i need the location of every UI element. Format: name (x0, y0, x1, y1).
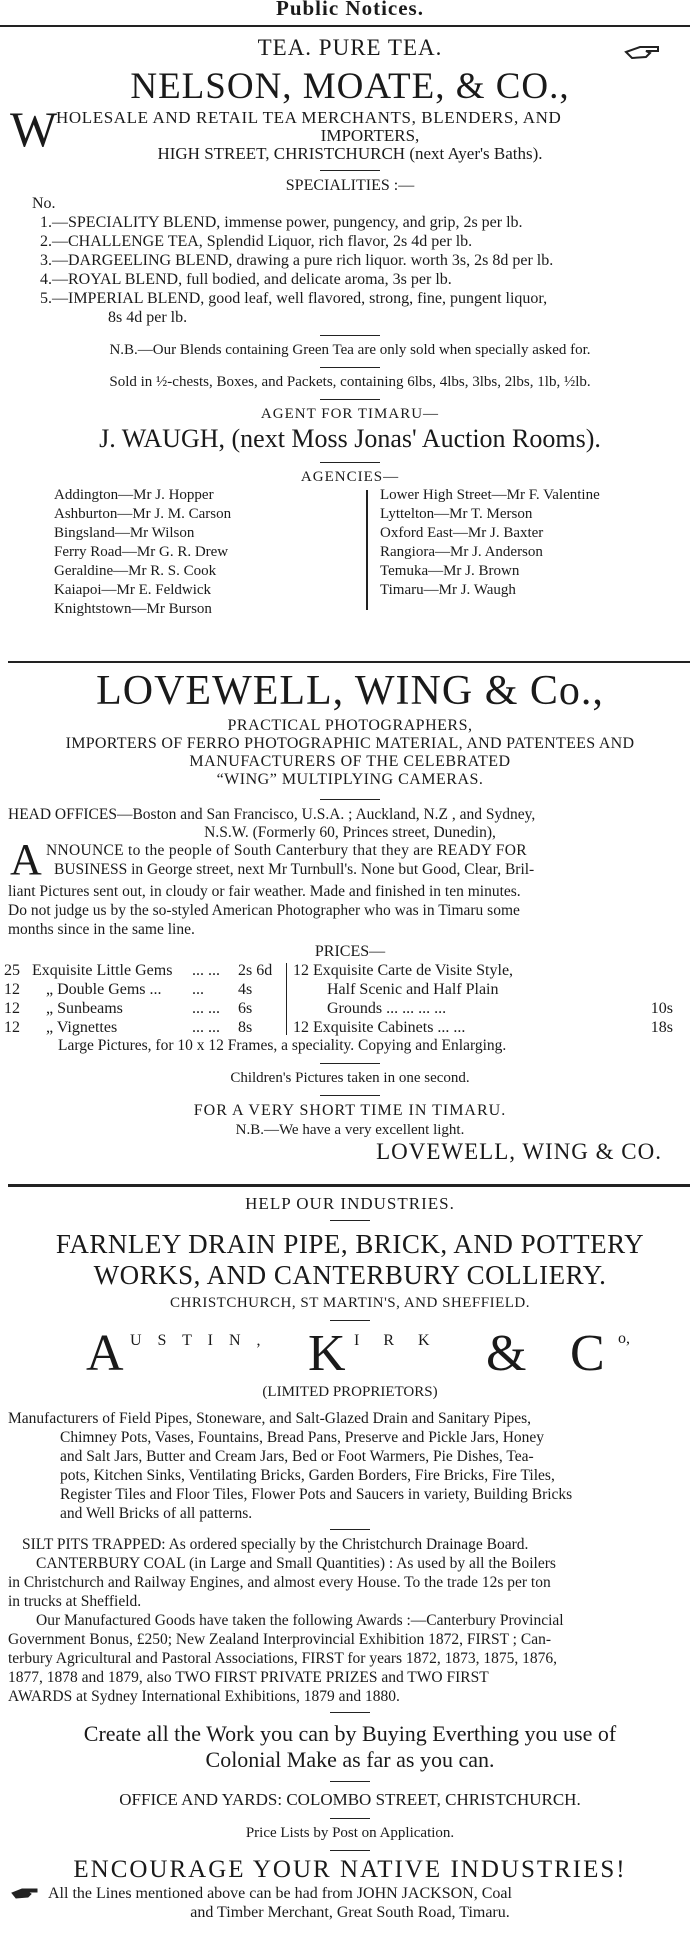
price-desc: „ Vignettes (46, 1019, 118, 1036)
agency-item: Oxford East—Mr J. Baxter (380, 525, 544, 541)
letter-k: K (308, 1325, 346, 1382)
divider (320, 799, 380, 800)
price-row (4, 1018, 282, 1037)
price-dots: ... (192, 981, 204, 998)
lovewell-line-3: MANUFACTURERS OF THE CELEBRATED (189, 753, 511, 770)
speciality-item: 1.—SPECIALITY BLEND, immense power, pungency, and grip, 2s per lb. (40, 214, 523, 231)
manufacturers-line: and Well Bricks of all patterns. (60, 1505, 253, 1522)
ustin-letters: U S T I N , (130, 1332, 267, 1349)
advert-separator (8, 661, 690, 663)
price-value: 8s (238, 1019, 253, 1036)
silt-coal-block (8, 1535, 692, 1706)
short-time: FOR A VERY SHORT TIME IN TIMARU. (193, 1102, 507, 1119)
divider (330, 1818, 370, 1819)
nelson-line-1: HOLESALE AND RETAIL TEA MERCHANTS, BLENDERS, AND (56, 108, 562, 127)
price-dots: ... ... (192, 1000, 220, 1017)
divider (320, 367, 380, 368)
prices-left-table (4, 961, 282, 1037)
manufacturers-line: Manufacturers of Field Pipes, Stoneware, and Salt-Glazed Drain and Sanitary Pipes, (8, 1410, 531, 1427)
lovewell-company-name: LOVEWELL, WING & Co., (96, 668, 604, 714)
divider (320, 335, 380, 336)
manufacturers-block (8, 1409, 692, 1523)
divider (330, 1712, 370, 1713)
lovewell-nb: N.B.—We have a very excellent light. (235, 1122, 465, 1138)
agency-item: Kaiapoi—Mr E. Feldwick (54, 582, 212, 598)
speciality-item: 2.—CHALLENGE TEA, Splendid Liquor, rich flavor, 2s 4d per lb. (40, 233, 473, 250)
agencies-title: AGENCIES— (300, 469, 400, 485)
austin-kirk-advert (0, 1194, 700, 1954)
divider (330, 1320, 370, 1321)
agent-title: AGENT FOR TIMARU— (260, 406, 440, 422)
manufacturers-line: and Salt Jars, Butter and Cream Jars, Bed or Foot Warmers, Pie Dishes, Tea- (60, 1448, 534, 1465)
divider (320, 170, 380, 171)
price-desc: Grounds ... ... ... ... (327, 1000, 447, 1017)
price-desc: 12 Exquisite Cabinets ... ... (293, 1019, 466, 1036)
price-qty: 25 (4, 962, 20, 979)
agency-item: Knightstown—Mr Burson (54, 601, 212, 617)
nelson-address: HIGH STREET, CHRISTCHURCH (next Ayer's Baths). (157, 144, 543, 163)
agency-item: Ashburton—Mr J. M. Carson (54, 506, 232, 522)
farnley-title-1: FARNLEY DRAIN PIPE, BRICK, AND POTTERY (55, 1229, 645, 1259)
nelson-line-2: IMPORTERS, (320, 126, 420, 145)
price-desc: Exquisite Little Gems (32, 962, 173, 979)
section-header: Public Notices. (276, 0, 424, 20)
farnley-places: CHRISTCHURCH, ST MARTIN'S, AND SHEFFIELD. (170, 1295, 530, 1311)
agency-item: Ferry Road—Mr G. R. Drew (54, 544, 229, 560)
agencies-list (8, 486, 692, 620)
price-dots: ... ... (192, 1019, 220, 1036)
divider (330, 1529, 370, 1530)
price-row (293, 999, 673, 1018)
advert-separator (8, 1184, 690, 1187)
speciality-item: 5.—IMPERIAL BLEND, good leaf, well flavored, strong, fine, pungent liquor, (40, 290, 548, 307)
price-row (293, 1018, 673, 1037)
price-row (293, 980, 673, 999)
price-desc: „ Double Gems ... (46, 981, 162, 998)
agency-item: Bingsland—Mr Wilson (54, 525, 195, 541)
speciality-item: 4.—ROYAL BLEND, full bodied, and delicate aroma, 3s per lb. (40, 271, 452, 288)
announce-line-2: BUSINESS in George street, next Mr Turnbull's. None but Good, Clear, Bril- (54, 861, 535, 878)
prices-right-table (293, 961, 673, 1037)
awards-line: Our Manufactured Goods have taken the following Awards :—Canterbury Provincial (36, 1612, 564, 1629)
announce-line-4: Do not judge us by the so-styled American Photographer who was in Timaru some (8, 902, 520, 919)
office-yards: OFFICE AND YARDS: COLOMBO STREET, CHRISTCHURCH. (119, 1790, 581, 1809)
large-pictures: Large Pictures, for 10 x 12 Frames, a speciality. Copying and Enlarging. (58, 1037, 507, 1054)
price-value: 2s 6d (238, 962, 273, 979)
jackson-line-2: and Timber Merchant, Great South Road, Timaru. (190, 1904, 510, 1921)
agency-item: Addington—Mr J. Hopper (54, 487, 214, 503)
divider (330, 1850, 370, 1851)
nelson-moate-advert (0, 35, 700, 661)
announce-line-1: NNOUNCE to the people of South Canterbury that they are READY FOR (46, 842, 527, 859)
agency-item: Lower High Street—Mr F. Valentine (380, 487, 600, 503)
head-offices-line-2: N.S.W. (Formerly 60, Princes street, Dunedin), (204, 824, 496, 841)
coal-line: in Christchurch and Railway Engines, and almost every House. To the trade 12s per ton (8, 1574, 551, 1591)
austin-kirk-name (8, 1326, 692, 1388)
tea-headline: TEA. PURE TEA. (257, 35, 443, 60)
lovewell-line-1: PRACTICAL PHOTOGRAPHERS, (227, 717, 473, 734)
encourage-headline: ENCOURAGE YOUR NATIVE INDUSTRIES! (73, 1856, 627, 1883)
announce-line-3: liant Pictures sent out, in cloudy or fair weather. Made and finished in ten minutes. (8, 883, 521, 900)
nelson-company-name: NELSON, MOATE, & CO., (130, 66, 570, 107)
column-divider (366, 490, 368, 610)
price-qty: 12 (4, 981, 20, 998)
head-offices-line-1: HEAD OFFICES—Boston and San Francisco, U.S.A. ; Auckland, N.Z , and Sydney, (8, 806, 536, 823)
price-row (4, 961, 282, 980)
price-qty: 12 (4, 1000, 20, 1017)
divider (320, 462, 380, 463)
childrens-pictures: Children's Pictures taken in one second. (230, 1070, 470, 1086)
lovewell-wing-advert (0, 667, 700, 1184)
letter-a: A (86, 1325, 124, 1382)
jackson-line-1: All the Lines mentioned above can be had from JOHN JACKSON, Coal (48, 1885, 512, 1902)
pointing-hand-icon (10, 1886, 40, 1905)
price-row (4, 980, 282, 999)
price-value: 18s (650, 1019, 673, 1036)
awards-line: AWARDS at Sydney International Exhibitions, 1879 and 1880. (8, 1688, 400, 1705)
prices-divider (286, 963, 287, 1035)
price-dots: ... ... (192, 962, 220, 979)
agency-item: Rangiora—Mr J. Anderson (380, 544, 543, 560)
prices-title: PRICES— (314, 943, 386, 960)
nelson-nb: N.B.—Our Blends containing Green Tea are only sold when specially asked for. (109, 342, 591, 358)
agencies-right-column (380, 486, 692, 620)
divider (320, 1095, 380, 1096)
speciality-item: 8s 4d per lb. (108, 309, 188, 326)
agency-item: Lyttelton—Mr T. Merson (380, 506, 533, 522)
drop-cap-w: W (10, 101, 58, 157)
create-line-2: Colonial Make as far as you can. (205, 1747, 495, 1772)
price-row (293, 961, 673, 980)
irk-letters: I R K (354, 1332, 440, 1349)
price-desc: Half Scenic and Half Plain (327, 981, 499, 998)
divider (320, 399, 380, 400)
no-label: No. (32, 195, 56, 212)
price-value (638, 961, 673, 980)
create-line-1: Create all the Work you can by Buying Everthing you use of (83, 1721, 617, 1746)
manufacturers-line: Register Tiles and Floor Tiles, Flower Pots and Saucers in variety, Building Bricks (60, 1486, 573, 1503)
announce-line-5: months since in the same line. (8, 921, 195, 938)
coal-line: in trucks at Sheffield. (8, 1593, 142, 1610)
divider (330, 1781, 370, 1782)
agency-item: Temuka—Mr J. Brown (380, 563, 520, 579)
speciality-item: 3.—DARGEELING BLEND, drawing a pure rich liquor. worth 3s, 2s 8d per lb. (40, 252, 554, 269)
agencies-left-column (8, 486, 366, 620)
lovewell-line-2: IMPORTERS OF FERRO PHOTOGRAPHIC MATERIAL, AND PATENTEES AND (65, 735, 635, 752)
help-industries: HELP OUR INDUSTRIES. (245, 1194, 455, 1213)
awards-line: Government Bonus, £250; New Zealand Interprovincial Exhibition 1872, FIRST ; Can- (8, 1631, 551, 1648)
divider (320, 1063, 380, 1064)
letter-o: o, (618, 1330, 630, 1347)
lovewell-line-4: “WING” MULTIPLYING CAMERAS. (216, 771, 484, 788)
prices-table (4, 961, 692, 1037)
agent-name: J. WAUGH, (next Moss Jonas' Auction Rooms). (99, 424, 601, 453)
price-lists: Price Lists by Post on Application. (245, 1825, 455, 1841)
price-value: 10s (650, 1000, 673, 1017)
price-desc: „ Sunbeams (46, 1000, 123, 1017)
divider (330, 1220, 370, 1221)
ampersand: & (486, 1325, 527, 1382)
letter-c: C (570, 1325, 605, 1382)
specialities-title: SPECIALITIES :— (285, 177, 415, 194)
farnley-title-2: WORKS, AND CANTERBURY COLLIERY. (93, 1260, 607, 1290)
manufacturers-line: pots, Kitchen Sinks, Ventilating Bricks, Garden Borders, Fire Bricks, Fire Tiles, (60, 1467, 555, 1484)
price-row (4, 999, 282, 1018)
price-qty: 12 (4, 1019, 20, 1036)
pointing-hand-icon (624, 41, 662, 68)
agency-item: Geraldine—Mr R. S. Cook (54, 563, 217, 579)
limited-proprietors: (LIMITED PROPRIETORS) (262, 1384, 438, 1400)
jackson-block (8, 1884, 692, 1922)
awards-line: terbury Agricultural and Pastoral Associations, FIRST for years 1872, 1873, 1875, 1876, (8, 1650, 558, 1667)
price-value (638, 980, 673, 999)
price-value: 6s (238, 1000, 253, 1017)
nelson-sold: Sold in ½-chests, Boxes, and Packets, containing 6lbs, 4lbs, 3lbs, 2lbs, 1lb, ½lb. (109, 374, 591, 390)
coal-line: CANTERBURY COAL (in Large and Small Quantities) : As used by all the Boilers (36, 1555, 556, 1572)
lovewell-signature: LOVEWELL, WING & CO. (376, 1139, 662, 1164)
awards-line: 1877, 1878 and 1879, also TWO FIRST PRIVATE PRIZES and TWO FIRST (8, 1669, 489, 1686)
agency-item: Timaru—Mr J. Waugh (380, 582, 516, 598)
header-rule (0, 25, 690, 27)
price-desc: 12 Exquisite Carte de Visite Style, (293, 962, 514, 979)
price-value: 4s (238, 981, 253, 998)
manufacturers-line: Chimney Pots, Vases, Fountains, Bread Pans, Preserve and Pickle Jars, Honey (60, 1429, 545, 1446)
drop-cap-a: A (10, 835, 42, 884)
silt-line: SILT PITS TRAPPED: As ordered specially by the Christchurch Drainage Board. (22, 1536, 529, 1553)
